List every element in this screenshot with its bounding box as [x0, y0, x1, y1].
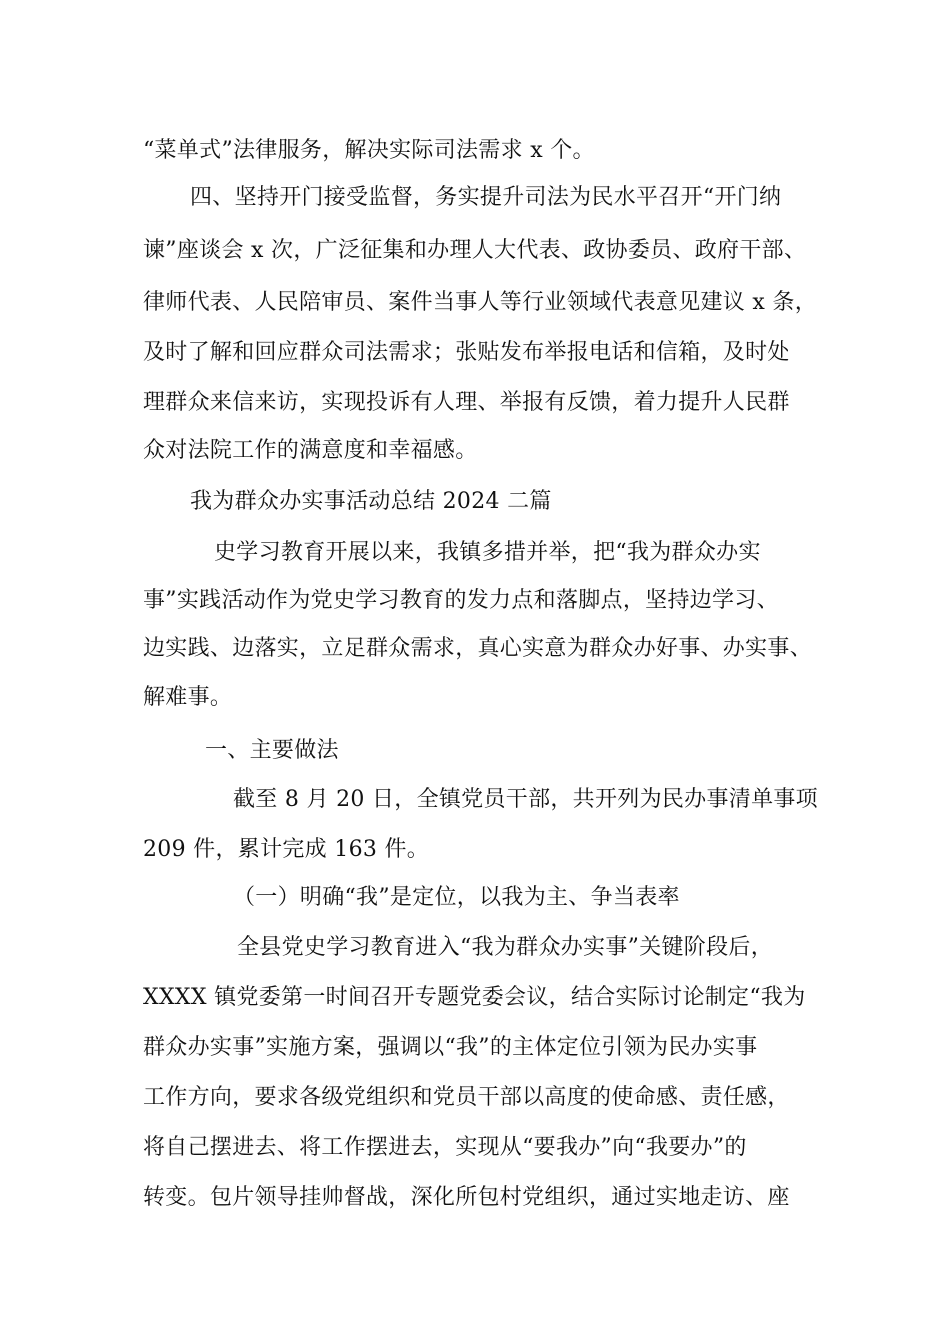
body-line: 工作方向，要求各级党组织和党员干部以高度的使命感、责任感，	[143, 1085, 790, 1110]
article-title: 我为群众办实事活动总结 2024 二篇	[190, 489, 552, 514]
body-line: 转变。包片领导挂帅督战，深化所包村党组织，通过实地走访、座	[143, 1185, 790, 1210]
body-line: 边实践、边落实，立足群众需求，真心实意为群众办好事、办实事、	[143, 636, 813, 661]
body-line: 截至 8 月 20 日，全镇党员干部，共开列为民办事清单事项	[233, 787, 818, 812]
body-line: 解难事。	[143, 685, 233, 710]
body-line: 众对法院工作的满意度和幸福感。	[143, 438, 478, 463]
body-line: XXXX 镇党委第一时间召开专题党委会议，结合实际讨论制定“我为	[143, 985, 806, 1010]
body-line: 事”实践活动作为党史学习教育的发力点和落脚点，坚持边学习、	[143, 588, 779, 613]
body-line: 群众办实事”实施方案，强调以“我”的主体定位引领为民办实事	[143, 1035, 758, 1060]
body-line: 全县党史学习教育进入“我为群众办实事”关键阶段后，	[237, 935, 773, 960]
body-line: 及时了解和回应群众司法需求；张贴发布举报电话和信箱，及时处	[143, 340, 790, 365]
body-line: 律师代表、人民陪审员、案件当事人等行业领域代表意见建议 x 条，	[143, 290, 817, 315]
subsection-heading: （一）明确“我”是定位，以我为主、争当表率	[233, 885, 680, 910]
section-heading-line: 四、坚持开门接受监督，务实提升司法为民水平召开“开门纳	[190, 185, 782, 210]
section-heading: 一、主要做法	[205, 738, 339, 763]
body-line: 209 件，累计完成 163 件。	[143, 837, 430, 862]
body-line: 史学习教育开展以来，我镇多措并举，把“我为群众办实	[214, 540, 761, 565]
body-line: 理群众来信来访，实现投诉有人理、举报有反馈，着力提升人民群	[143, 390, 790, 415]
body-line: 将自己摆进去、将工作摆进去，实现从“要我办”向“我要办”的	[143, 1135, 747, 1160]
body-line: 谏”座谈会 x 次，广泛征集和办理人大代表、政协委员、政府干部、	[143, 238, 807, 263]
body-line: “菜单式”法律服务，解决实际司法需求 x 个。	[143, 138, 595, 163]
